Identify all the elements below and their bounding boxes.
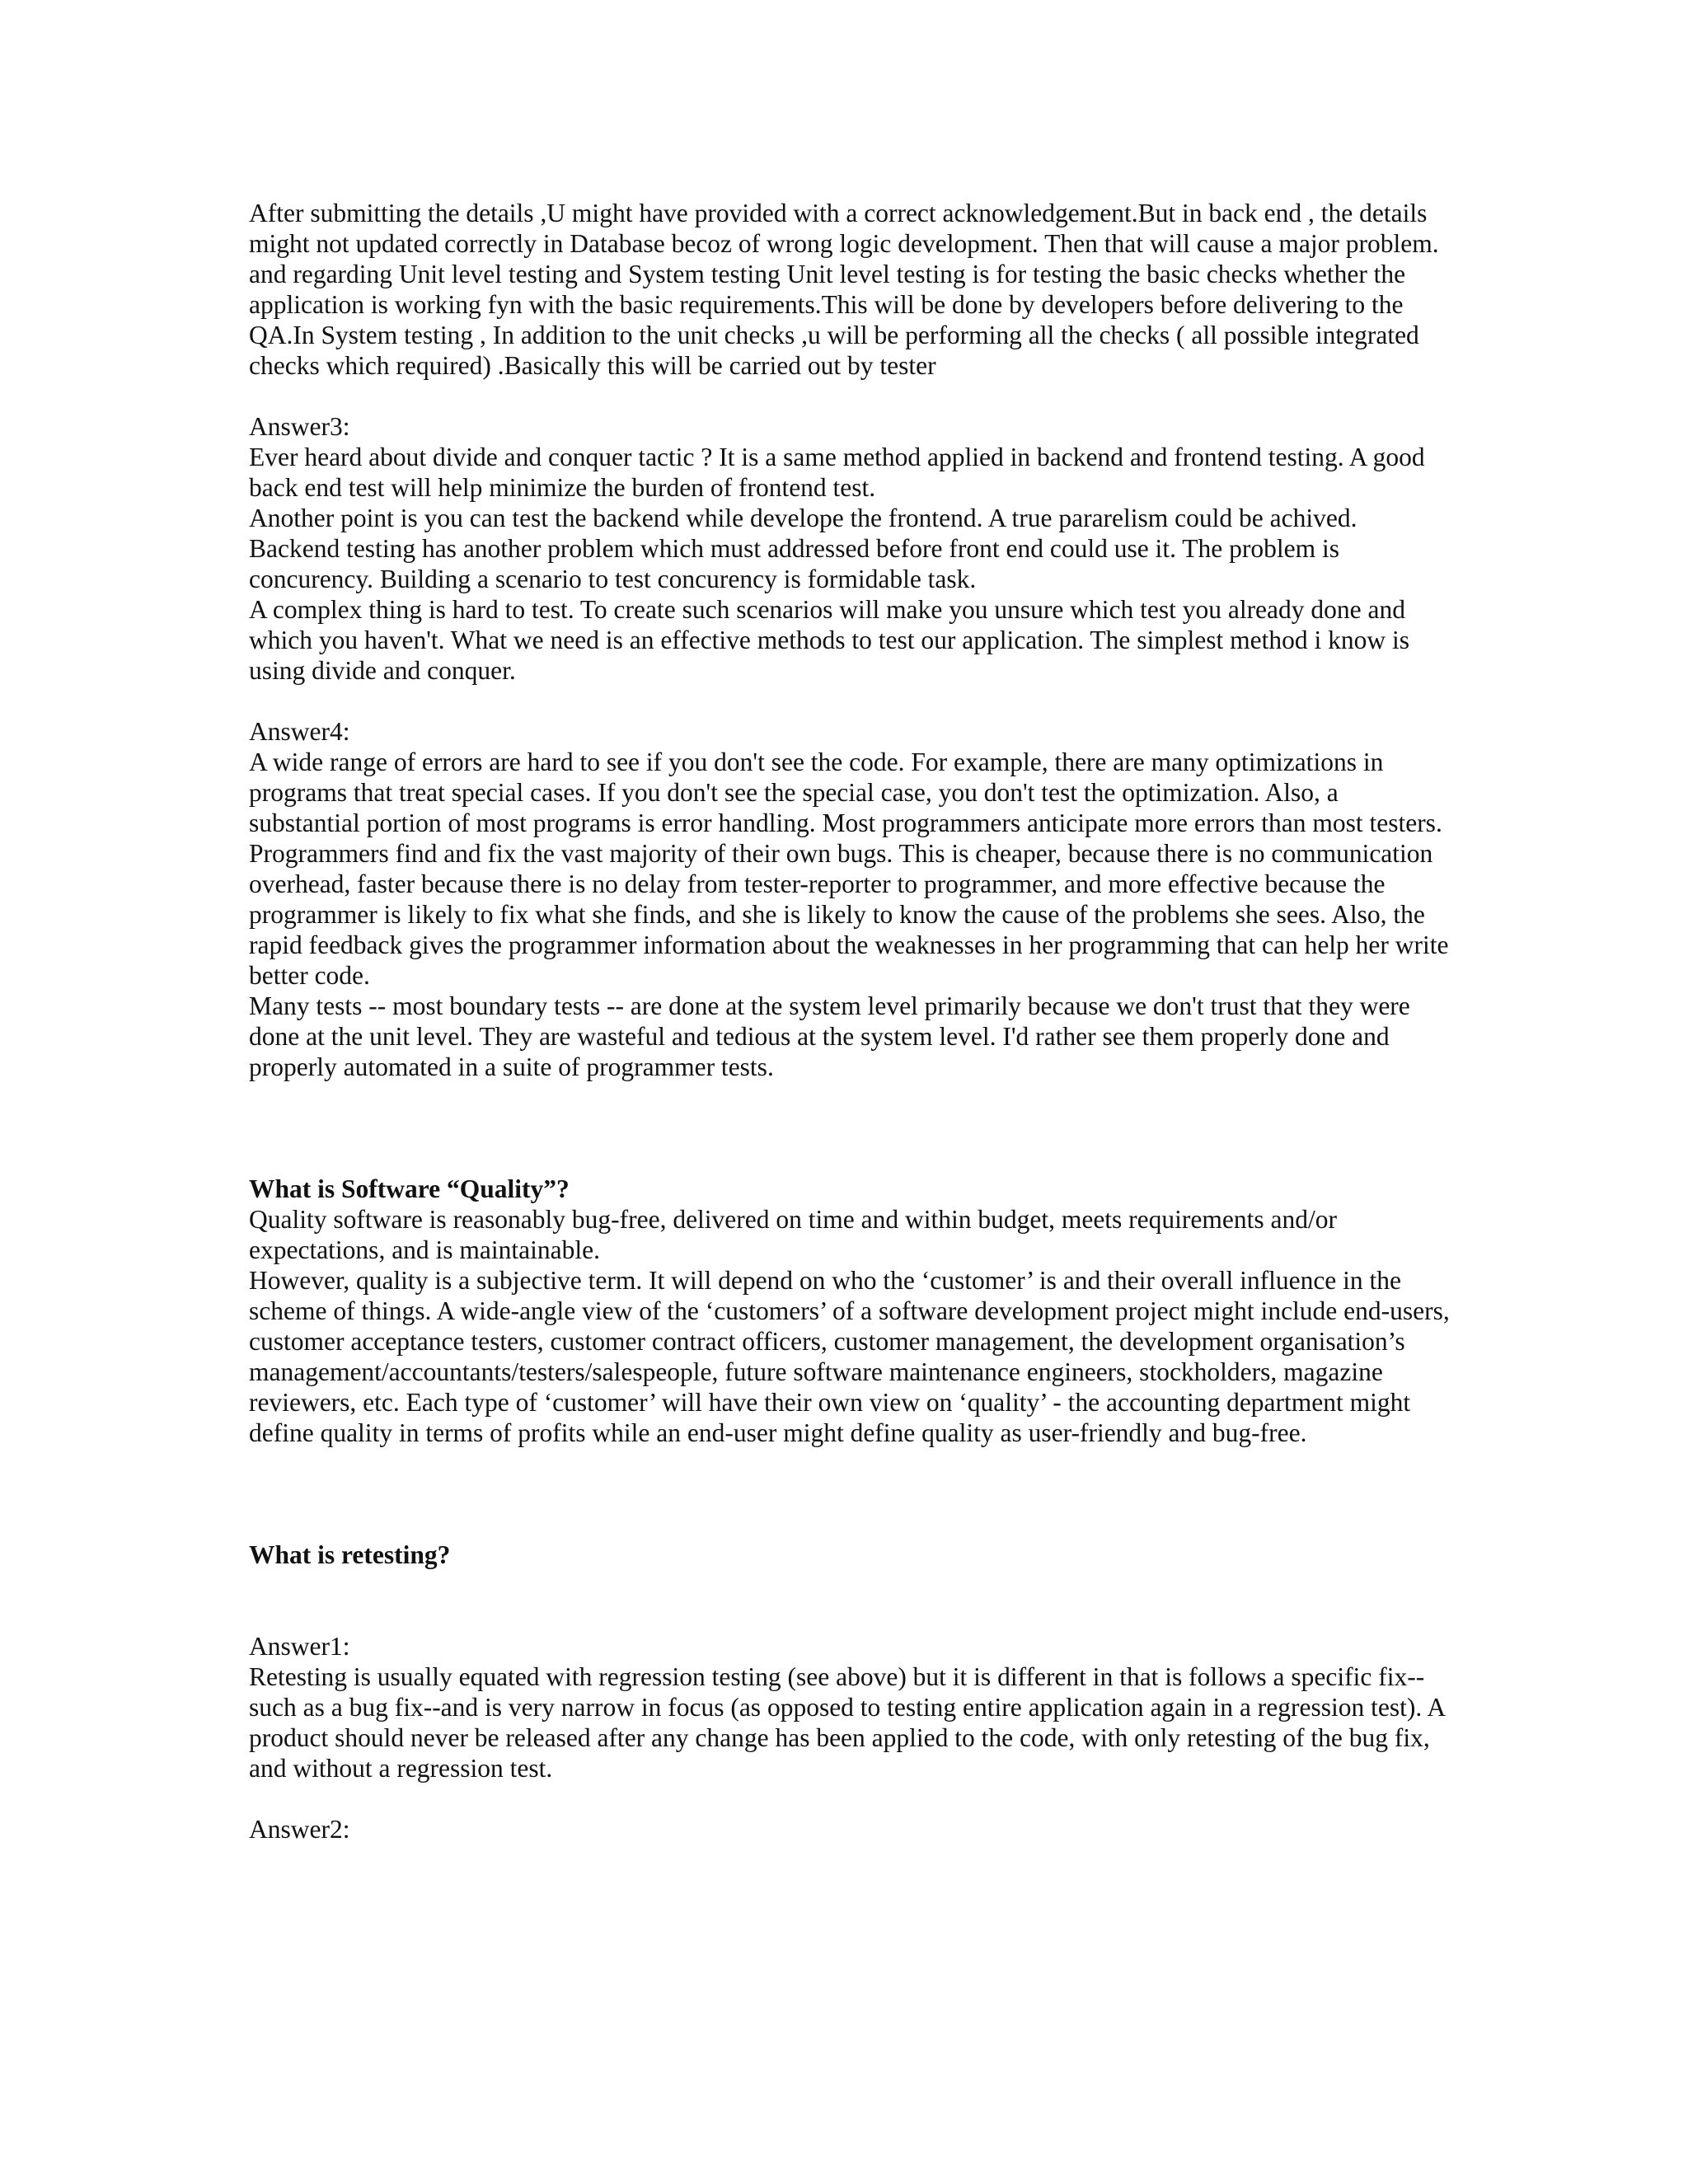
answer3-paragraph-3: A complex thing is hard to test. To create such scenarios will make you unsure which test you already done and which you haven't. What we need is an effective methods to test our application. The simplest method i know is using divide and conquer. — [249, 595, 1409, 685]
document-body — [249, 198, 1452, 1844]
retesting-answer1-label: Answer1: — [249, 1632, 350, 1661]
answer4-paragraph-2: Programmers find and fix the vast majority of their own bugs. This is cheaper, because there is no communication overhead, faster because there is no delay from tester-reporter to programmer, and more effective because the programmer is likely to fix what she finds, and she is likely to know the cause of the problems she sees. Also, the rapid feedback gives the programmer information about the weaknesses in her programming that can help her write better code. — [249, 839, 1449, 990]
retesting-answer1-text: Retesting is usually equated with regression testing (see above) but it is different in that is follows a specific fix--such as a bug fix--and is very narrow in focus (as opposed to testing entire application again in a regression test). A product should never be released after any change has been applied to the code, with only retesting of the bug fix, and without a regression test. — [249, 1662, 1445, 1783]
answer3-label: Answer3: — [249, 412, 350, 441]
intro-paragraph-1: After submitting the details ,U might have provided with a correct acknowledgement.But in back end , the details might not updated correctly in Database becoz of wrong logic development. Then that will cause a major problem. — [249, 199, 1439, 258]
answer4-label: Answer4: — [249, 717, 350, 746]
answer4-paragraph-3: Many tests -- most boundary tests -- are done at the system level primarily because we don't trust that they were done at the unit level. They are wasteful and tedious at the system level. I'd rather see them properly done and properly automated in a suite of programmer tests. — [249, 991, 1410, 1081]
retesting-heading: What is retesting? — [249, 1540, 451, 1569]
answer3-paragraph-2: Another point is you can test the backend while develope the frontend. A true pararelism could be achived. Backend testing has another problem which must addressed before front end could use it. The problem is concurency. Building a scenario to test concurency is formidable task. — [249, 504, 1357, 593]
answer4-paragraph-1: A wide range of errors are hard to see if you don't see the code. For example, there are many optimizations in programs that treat special cases. If you don't see the special case, you don't test the optimization. Also, a substantial portion of most programs is error handling. Most programmers anticipate more errors than most testers. — [249, 748, 1442, 837]
quality-paragraph-2: However, quality is a subjective term. It will depend on who the ‘customer’ is and their overall influence in the scheme of things. A wide-angle view of the ‘customers’ of a software development project might include end-users, customer acceptance testers, customer contract officers, customer management, the development organisation’s management/accountants/testers/salespeople, future software maintenance engineers, stockholders, magazine reviewers, etc. Each type of ‘customer’ will have their own view on ‘quality’ - the accounting department might define quality in terms of profits while an end-user might define quality as user-friendly and bug-free. — [249, 1266, 1450, 1447]
answer3-paragraph-1: Ever heard about divide and conquer tactic ? It is a same method applied in backend and frontend testing. A good back end test will help minimize the burden of frontend test. — [249, 443, 1425, 502]
quality-heading: What is Software “Quality”? — [249, 1174, 570, 1203]
intro-paragraph-2: and regarding Unit level testing and System testing Unit level testing is for testing the basic checks whether the application is working fyn with the basic requirements.This will be done by developers before delivering to the QA.In System testing , In addition to the unit checks ,u will be performing all the checks ( all possible integrated checks which required) .Basically this will be carried out by tester — [249, 260, 1419, 380]
quality-paragraph-1: Quality software is reasonably bug-free, delivered on time and within budget, meets requirements and/or expectations, and is maintainable. — [249, 1205, 1337, 1264]
retesting-answer2-label: Answer2: — [249, 1815, 350, 1844]
